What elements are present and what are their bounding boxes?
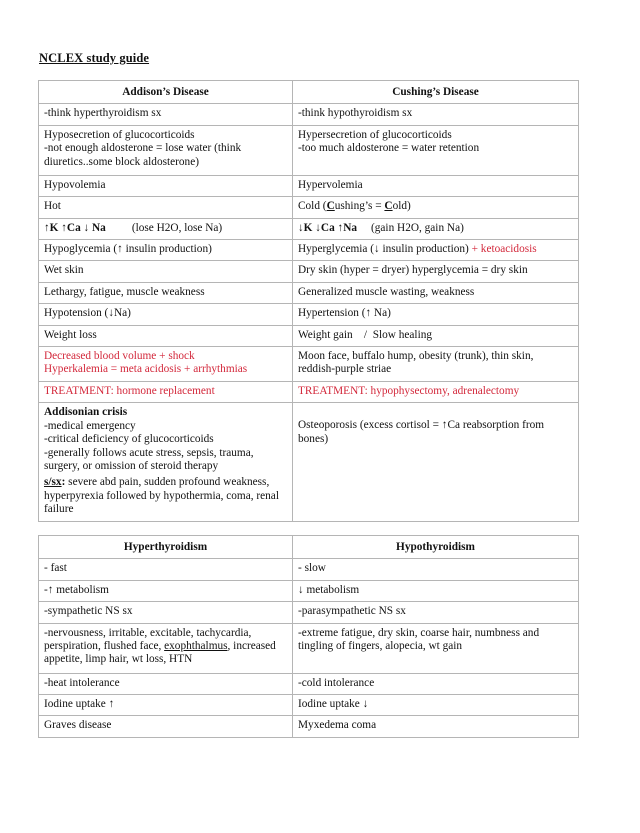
mnemonic-letter: C	[326, 200, 335, 213]
cell-text: Hyperglycemia (↓ insulin production)	[298, 243, 469, 256]
cell-line: -generally follows acute stress, sepsis, trauma, surgery, or omission of steroid therapy	[44, 446, 254, 472]
header-hypothyroidism: Hypothyroidism	[293, 536, 579, 559]
addisonian-crisis-title: Addisonian crisis	[44, 406, 128, 419]
cell: ↓ metabolism	[293, 580, 579, 601]
cell-line: -critical deficiency of glucocorticoids	[44, 433, 214, 446]
cell: Iodine uptake ↑	[39, 695, 293, 716]
cell: Wet skin	[39, 261, 293, 282]
cell-line-red: Decreased blood volume + shock	[44, 350, 195, 363]
table-row	[39, 559, 579, 580]
cell-text: (gain H2O, gain Na)	[371, 221, 464, 234]
table-row	[39, 104, 579, 125]
colon: :	[61, 476, 66, 489]
cell	[293, 240, 579, 261]
cell-text: -nervousness, irritable, excitable, tachycardia, perspiration, flushed face,	[44, 626, 252, 653]
cell	[39, 623, 293, 673]
cell: - slow	[293, 559, 579, 580]
header-addisons: Addison’s Disease	[39, 81, 293, 104]
cell-line: Hypersecretion of glucocorticoids	[298, 128, 452, 141]
table-row	[39, 602, 579, 623]
cell	[293, 218, 579, 239]
cell: Graves disease	[39, 716, 293, 737]
cell-text: ushing’s =	[334, 200, 385, 213]
cell: Lethargy, fatigue, muscle weakness	[39, 282, 293, 303]
cell: Hypervolemia	[293, 175, 579, 196]
table-row	[39, 695, 579, 716]
cell-line: Hyposecretion of glucocorticoids	[44, 128, 195, 141]
cell: -think hypothyroidism sx	[293, 104, 579, 125]
cell: Hot	[39, 197, 293, 218]
cell: Dry skin (hyper = dryer) hyperglycemia = dry skin	[293, 261, 579, 282]
cell-line: -too much aldosterone = water retention	[298, 142, 480, 155]
table-header-row	[39, 536, 579, 559]
table-row	[39, 240, 579, 261]
table-row	[39, 403, 579, 521]
header-cushings: Cushing’s Disease	[293, 81, 579, 104]
table-row	[39, 218, 579, 239]
cell: -cold intolerance	[293, 673, 579, 694]
cell	[293, 403, 579, 521]
table-row	[39, 716, 579, 737]
cell: Hypoglycemia (↑ insulin production)	[39, 240, 293, 261]
electrolyte-changes: ↓K ↓Ca ↑Na	[298, 221, 357, 234]
cell-text: , increased appetite, limp hair, wt loss, HTN	[44, 640, 276, 666]
cell-line: -medical emergency	[44, 419, 136, 432]
page-title: NCLEX study guide	[39, 51, 150, 65]
mnemonic-letter: C	[384, 200, 393, 213]
cell-text: Osteoporosis (excess cortisol = ↑Ca reabsorption from bones)	[298, 419, 545, 445]
cell-text: old)	[392, 200, 411, 213]
table-row	[39, 623, 579, 673]
cell: -think hyperthyroidism sx	[39, 104, 293, 125]
cell: Weight gain / Slow healing	[293, 325, 579, 346]
cell	[39, 218, 293, 239]
cell: Hypovolemia	[39, 175, 293, 196]
table-row	[39, 381, 579, 402]
cell	[293, 197, 579, 218]
cell: TREATMENT: hypophysectomy, adrenalectomy	[293, 381, 579, 402]
cell: Generalized muscle wasting, weakness	[293, 282, 579, 303]
cell-text: Cold (	[298, 200, 327, 213]
cell: -sympathetic NS sx	[39, 602, 293, 623]
cell-line: -not enough aldosterone = lose water (think diuretics..some block aldosterone)	[44, 142, 242, 168]
cell	[39, 403, 293, 521]
cell: Hypotension (↓Na)	[39, 304, 293, 325]
table-row	[39, 175, 579, 196]
cell: Moon face, buffalo hump, obesity (trunk), thin skin, reddish-purple striae	[293, 347, 579, 382]
cell: Iodine uptake ↓	[293, 695, 579, 716]
cell: - fast	[39, 559, 293, 580]
table-row	[39, 580, 579, 601]
sx-label: s/sx	[44, 476, 62, 489]
addison-cushing-table	[38, 80, 579, 522]
table-row	[39, 197, 579, 218]
cell-line-red: Hyperkalemia = meta acidosis + arrhythmias	[44, 363, 248, 376]
cell-text: (lose H2O, lose Na)	[131, 221, 223, 234]
table-row	[39, 673, 579, 694]
thyroid-table	[38, 535, 579, 738]
cell	[39, 347, 293, 382]
table-row	[39, 261, 579, 282]
cell	[39, 125, 293, 175]
table-row	[39, 304, 579, 325]
table-row	[39, 282, 579, 303]
header-hyperthyroidism: Hyperthyroidism	[39, 536, 293, 559]
table-row	[39, 125, 579, 175]
cell: Hypertension (↑ Na)	[293, 304, 579, 325]
exophthalmus-term: exophthalmus	[164, 640, 228, 653]
cell: Weight loss	[39, 325, 293, 346]
cell-text-red: + ketoacidosis	[468, 243, 537, 256]
cell: TREATMENT: hormone replacement	[39, 381, 293, 402]
cell: Myxedema coma	[293, 716, 579, 737]
cell: -extreme fatigue, dry skin, coarse hair, numbness and tingling of fingers, alopecia, wt gain	[293, 623, 579, 673]
sx-text: severe abd pain, sudden profound weakness, hyperpyrexia followed by hypothermia, coma, renal failure	[44, 476, 279, 516]
cell: -parasympathetic NS sx	[293, 602, 579, 623]
table-row	[39, 347, 579, 382]
cell: -↑ metabolism	[39, 580, 293, 601]
cell	[293, 125, 579, 175]
signs-symptoms	[44, 476, 287, 516]
table-row	[39, 325, 579, 346]
table-header-row	[39, 81, 579, 104]
electrolyte-changes: ↑K ↑Ca ↓ Na	[44, 221, 106, 234]
cell: -heat intolerance	[39, 673, 293, 694]
